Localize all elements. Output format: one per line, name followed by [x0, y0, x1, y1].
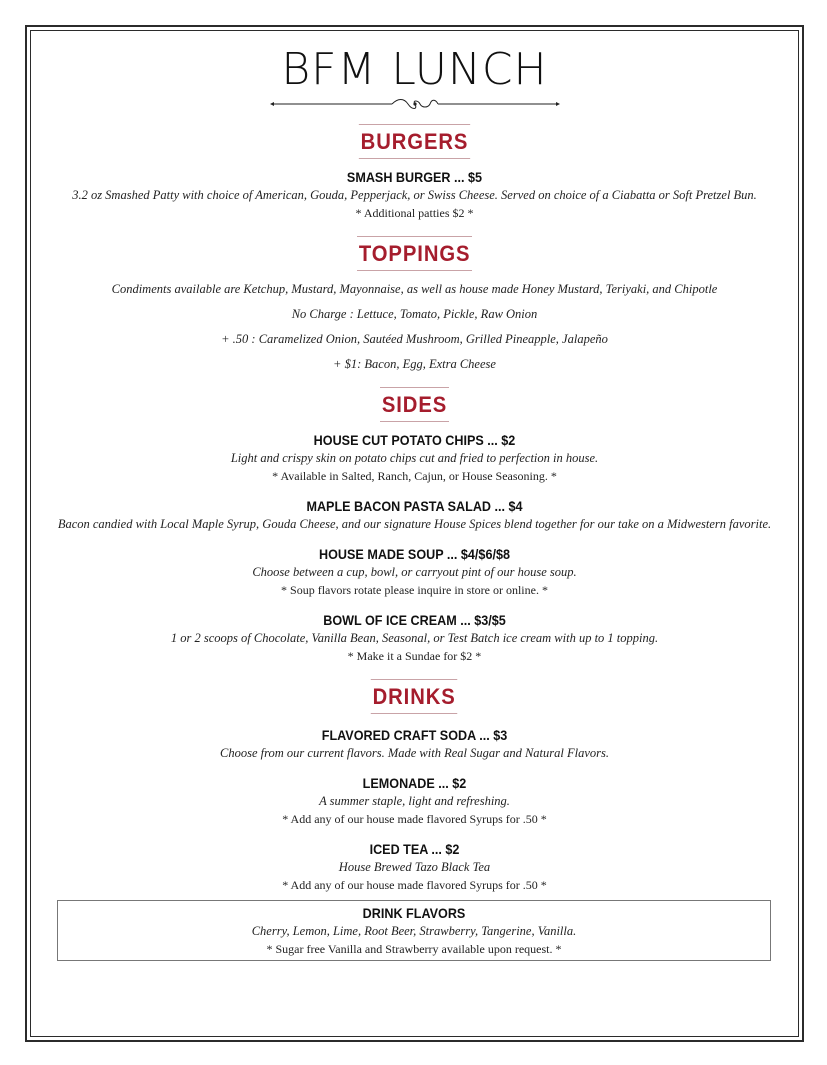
item-description: 1 or 2 scoops of Chocolate, Vanilla Bean, Seasonal, or Test Batch ice cream with up to 1 topping. [170, 631, 659, 645]
drinks-section [30, 665, 799, 894]
menu-item [30, 611, 799, 665]
menu-item [30, 497, 799, 533]
drink-flavors-note: * Sugar free Vanilla and Strawberry available upon request. * [266, 942, 562, 956]
section-heading-burgers: BURGERS [359, 124, 470, 159]
burgers-section [30, 110, 799, 222]
item-title: HOUSE MADE SOUP ... $4/$6/$8 [319, 546, 510, 562]
item-title: SMASH BURGER ... $5 [346, 169, 483, 185]
item-note: * Additional patties $2 * [355, 206, 474, 220]
item-description: Bacon candied with Local Maple Syrup, Gouda Cheese, and our signature House Spices blend together for our take on a Midwestern favorite. [57, 517, 772, 531]
menu-item [30, 168, 799, 222]
item-description: House Brewed Tazo Black Tea [338, 860, 491, 874]
section-heading-drinks: DRINKS [371, 679, 458, 714]
item-note: * Add any of our house made flavored Syrups for .50 * [282, 878, 547, 892]
drink-flavors-box [57, 900, 771, 961]
item-note: * Make it a Sundae for $2 * [347, 649, 482, 663]
menu-item [30, 545, 799, 599]
item-title: FLAVORED CRAFT SODA ... $3 [321, 727, 508, 743]
toppings-section [30, 222, 799, 373]
menu-item [30, 840, 799, 894]
item-title: HOUSE CUT POTATO CHIPS ... $2 [313, 432, 516, 448]
section-heading-sides: SIDES [380, 387, 449, 422]
sides-section [30, 373, 799, 665]
item-note: * Add any of our house made flavored Syrups for .50 * [282, 812, 547, 826]
section-heading-toppings: TOPPINGS [357, 236, 472, 271]
menu-item [30, 431, 799, 485]
menu-item [30, 774, 799, 828]
item-description: Choose from our current flavors. Made with Real Sugar and Natural Flavors. [220, 746, 609, 760]
menu-content [30, 30, 799, 894]
drink-flavors-description: Cherry, Lemon, Lime, Root Beer, Strawberry, Tangerine, Vanilla. [251, 924, 577, 938]
flourish-divider-icon [270, 98, 560, 110]
item-title: LEMONADE ... $2 [362, 775, 467, 791]
item-note: * Available in Salted, Ranch, Cajun, or House Seasoning. * [272, 469, 557, 483]
item-title: BOWL OF ICE CREAM ... $3/$5 [323, 612, 506, 628]
toppings-line: No Charge : Lettuce, Tomato, Pickle, Raw Onion [291, 307, 538, 321]
menu-item [30, 726, 799, 762]
item-description: Choose between a cup, bowl, or carryout pint of our house soup. [252, 565, 577, 579]
item-note: * Soup flavors rotate please inquire in store or online. * [281, 583, 548, 597]
toppings-line: + $1: Bacon, Egg, Extra Cheese [333, 357, 496, 371]
drink-flavors-title: DRINK FLAVORS [362, 905, 466, 921]
item-title: ICED TEA ... $2 [369, 841, 460, 857]
menu-title: BFM LUNCH [281, 44, 548, 95]
item-title: MAPLE BACON PASTA SALAD ... $4 [306, 498, 523, 514]
toppings-line: Condiments available are Ketchup, Mustard, Mayonnaise, as well as house made Honey Mustard, Teriyaki, and Chipotle [111, 282, 718, 296]
item-description: A summer staple, light and refreshing. [319, 794, 510, 808]
item-description: 3.2 oz Smashed Patty with choice of American, Gouda, Pepperjack, or Swiss Cheese. Served on choice of a Ciabatta or Soft Pretzel Bun. [72, 188, 757, 202]
item-description: Light and crispy skin on potato chips cut and fried to perfection in house. [230, 451, 599, 465]
toppings-line: + .50 : Caramelized Onion, Sautéed Mushroom, Grilled Pineapple, Jalapeño [221, 332, 608, 346]
